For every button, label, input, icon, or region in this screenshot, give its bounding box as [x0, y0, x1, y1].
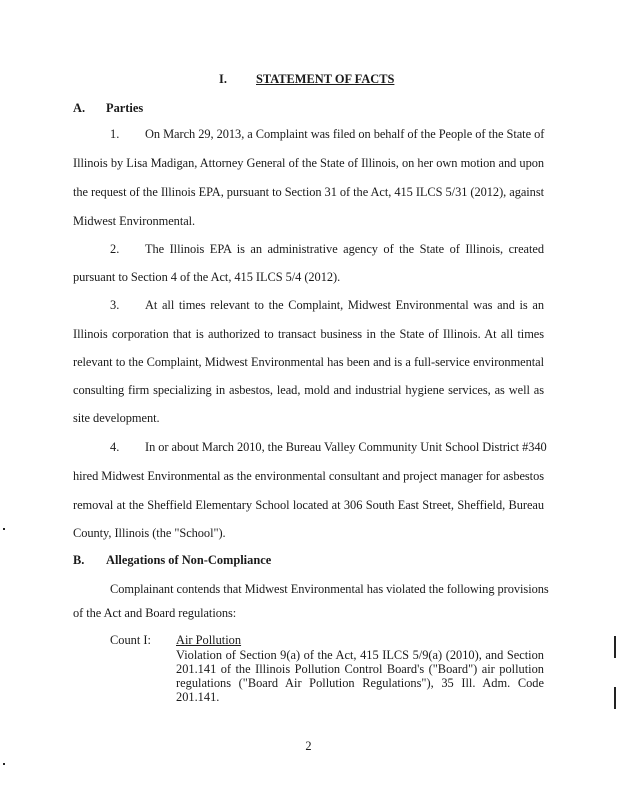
- paragraph-line: relevant to the Complaint, Midwest Environmental has been and is a full-service environmental: [73, 355, 544, 369]
- paragraph-line: Illinois by Lisa Madigan, Attorney General of the State of Illinois, on her own motion and upon: [73, 156, 544, 170]
- paragraph-line: Midwest Environmental.: [73, 214, 196, 228]
- paragraph-line: pursuant to Section 4 of the Act, 415 ILCS 5/4 (2012).: [73, 270, 341, 284]
- count-line: Violation of Section 9(a) of the Act, 415 ILCS 5/9(a) (2010), and Section: [176, 648, 544, 662]
- paragraph-number: 4.: [110, 440, 120, 454]
- count-label: Count I:: [110, 633, 151, 647]
- paragraph-number: 1.: [110, 127, 120, 141]
- count-line: regulations ("Board Air Pollution Regulations"), 35 Ill. Adm. Code: [176, 676, 544, 690]
- paragraph-line: At all times relevant to the Complaint, Midwest Environmental was and is an: [145, 298, 544, 312]
- scan-speck: [3, 528, 5, 530]
- paragraph-line: In or about March 2010, the Bureau Valley Community Unit School District #340: [145, 440, 547, 454]
- section-b-letter: B.: [73, 553, 85, 567]
- paragraph-line: site development.: [73, 411, 160, 425]
- paragraph-line: the request of the Illinois EPA, pursuant to Section 31 of the Act, 415 ILCS 5/31 (2012), against: [73, 185, 544, 199]
- paragraph-line: On March 29, 2013, a Complaint was filed on behalf of the People of the State of: [145, 127, 545, 141]
- page-number: 2: [305, 739, 312, 753]
- section-a-letter: A.: [73, 101, 86, 115]
- paragraph-line: consulting firm specializing in asbestos, lead, mold and industrial hygiene services, as well as: [73, 383, 544, 397]
- heading-title: STATEMENT OF FACTS: [256, 72, 395, 86]
- section-a-title: Parties: [106, 101, 144, 115]
- count-title: Air Pollution: [176, 633, 242, 647]
- paragraph-line: Illinois corporation that is authorized to transact business in the State of Illinois. At all times: [73, 327, 544, 341]
- scan-speck: [3, 763, 5, 765]
- heading-number: I.: [219, 72, 227, 86]
- paragraph-number: 3.: [110, 298, 120, 312]
- paragraph-line: of the Act and Board regulations:: [73, 606, 237, 620]
- margin-bar-mark: [614, 636, 616, 658]
- paragraph-line: removal at the Sheffield Elementary School located at 306 South East Street, Sheffield, Bureau: [73, 498, 544, 512]
- paragraph-line: Complainant contends that Midwest Environmental has violated the following provisions: [110, 582, 549, 596]
- section-b-title: Allegations of Non-Compliance: [106, 553, 272, 567]
- margin-bar-mark: [614, 687, 616, 709]
- paragraph-number: 2.: [110, 242, 120, 256]
- paragraph-line: County, Illinois (the "School").: [73, 526, 226, 540]
- count-line: 201.141 of the Illinois Pollution Control Board's ("Board") air pollution: [176, 662, 544, 676]
- paragraph-line: hired Midwest Environmental as the environmental consultant and project manager for asbestos: [73, 469, 544, 483]
- paragraph-line: The Illinois EPA is an administrative agency of the State of Illinois, created: [145, 242, 544, 256]
- count-line: 201.141.: [176, 690, 220, 704]
